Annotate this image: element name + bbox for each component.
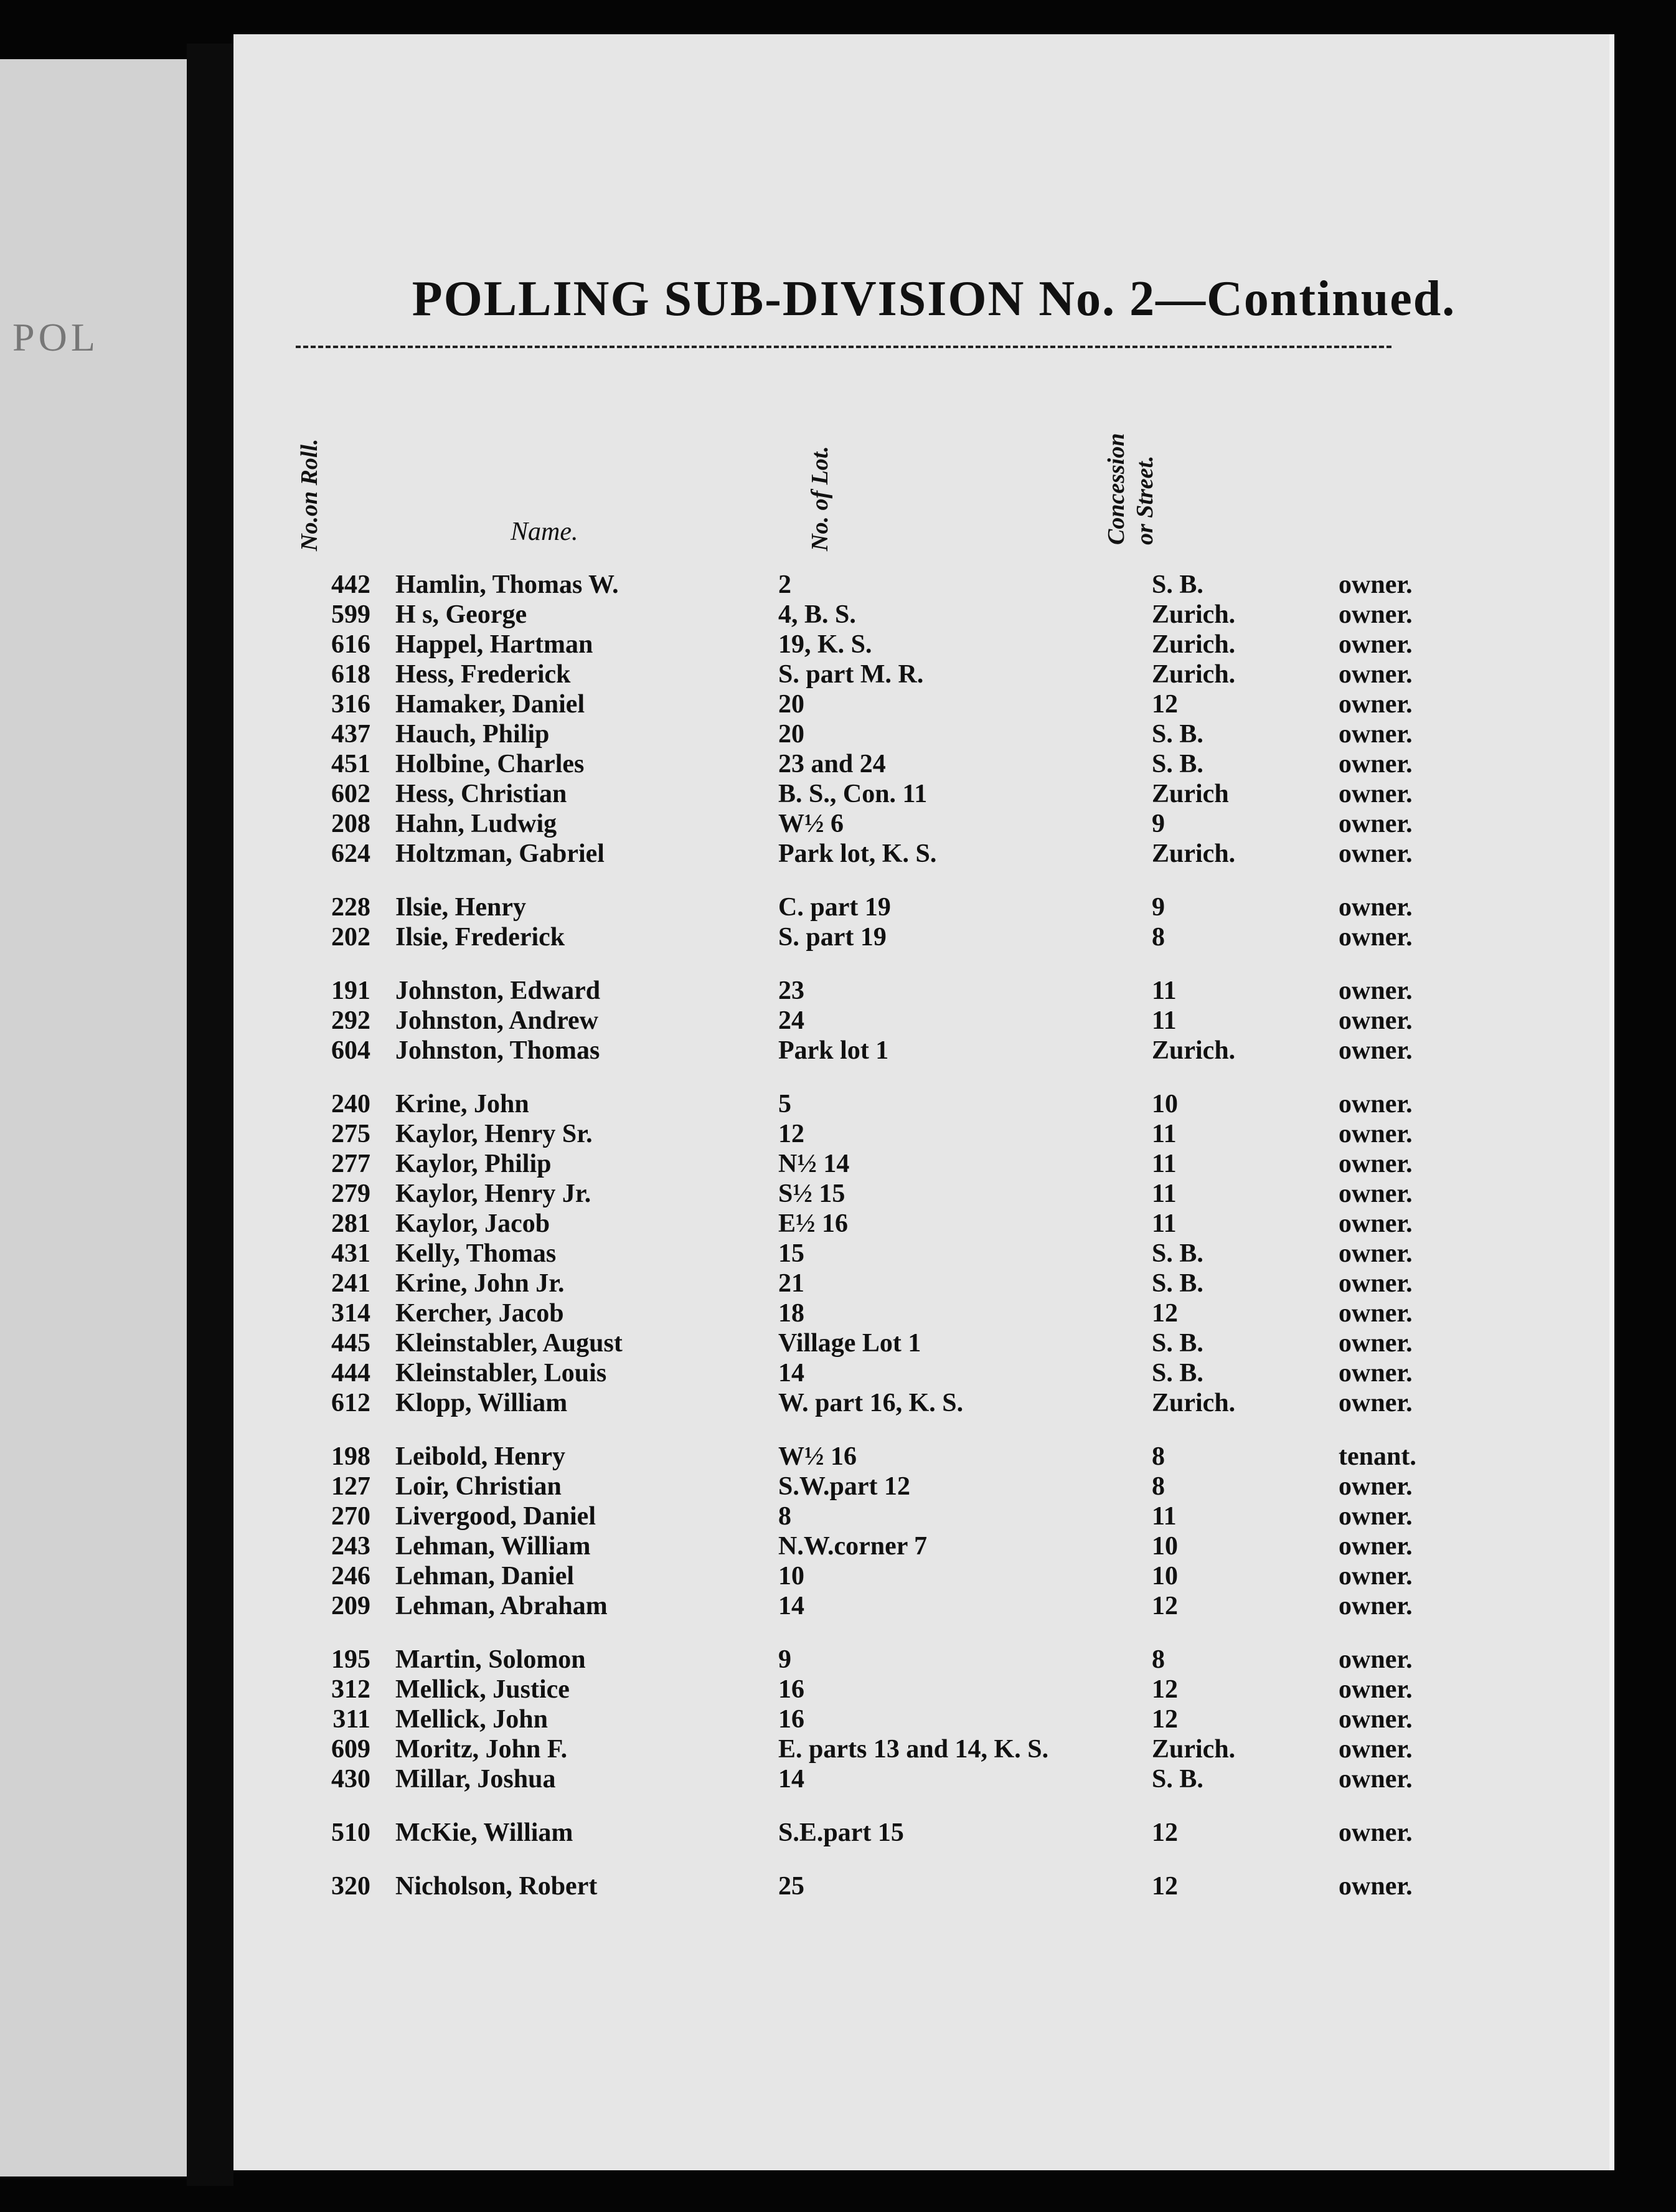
roll-number-cell: 202 xyxy=(331,923,370,952)
concession-cell: 8 xyxy=(1152,923,1165,952)
table-row xyxy=(290,1734,1566,1764)
document-page xyxy=(233,34,1614,2170)
table-row xyxy=(290,779,1566,809)
group-spacer xyxy=(290,1848,1566,1871)
lot-number-cell: 23 and 24 xyxy=(778,750,886,778)
table-row xyxy=(290,839,1566,869)
table-row xyxy=(290,1764,1566,1794)
status-cell: owner. xyxy=(1339,600,1413,629)
voter-name-cell: Ilsie, Frederick xyxy=(395,923,565,952)
concession-cell: S. B. xyxy=(1152,750,1203,778)
voter-name-cell: Johnston, Edward xyxy=(395,976,601,1005)
roll-number-cell: 191 xyxy=(331,976,370,1005)
status-cell: owner. xyxy=(1339,750,1413,778)
table-row xyxy=(290,1531,1566,1561)
lot-number-cell: 14 xyxy=(778,1765,804,1794)
voter-name-cell: Hamlin, Thomas W. xyxy=(395,570,619,599)
concession-cell: S. B. xyxy=(1152,1239,1203,1268)
concession-cell: Zurich. xyxy=(1152,1389,1236,1417)
roll-number-cell: 431 xyxy=(331,1239,370,1268)
voter-name-cell: H s, George xyxy=(395,600,527,629)
lot-number-cell: S.W.part 12 xyxy=(778,1472,910,1501)
voter-name-cell: Hamaker, Daniel xyxy=(395,690,585,719)
roll-number-cell: 624 xyxy=(331,839,370,868)
table-row xyxy=(290,1818,1566,1848)
concession-cell: 11 xyxy=(1152,1120,1177,1148)
lot-number-cell: S. part M. R. xyxy=(778,660,924,689)
table-row xyxy=(290,1871,1566,1901)
status-cell: owner. xyxy=(1339,1705,1413,1734)
concession-cell: 12 xyxy=(1152,1592,1178,1620)
roll-number-cell: 279 xyxy=(331,1179,370,1208)
voter-name-cell: Kaylor, Philip xyxy=(395,1150,552,1178)
concession-cell: 8 xyxy=(1152,1442,1165,1471)
lot-number-cell: 14 xyxy=(778,1592,804,1620)
voter-name-cell: Kleinstabler, Louis xyxy=(395,1359,607,1387)
concession-cell: 10 xyxy=(1152,1562,1178,1590)
lot-number-cell: 25 xyxy=(778,1872,804,1901)
voter-name-cell: Krine, John xyxy=(395,1090,529,1118)
roll-number-cell: 270 xyxy=(331,1502,370,1531)
status-cell: owner. xyxy=(1339,1120,1413,1148)
roll-number-cell: 442 xyxy=(331,570,370,599)
voter-name-cell: Happel, Hartman xyxy=(395,630,593,659)
status-cell: owner. xyxy=(1339,1150,1413,1178)
concession-cell: 12 xyxy=(1152,690,1178,719)
voter-name-cell: Millar, Joshua xyxy=(395,1765,556,1794)
group-spacer xyxy=(290,1794,1566,1818)
concession-cell: 8 xyxy=(1152,1645,1165,1674)
table-row xyxy=(290,1591,1566,1621)
group-spacer xyxy=(290,1418,1566,1442)
lot-number-cell: 9 xyxy=(778,1645,791,1674)
column-header-roll: No.on Roll. xyxy=(296,438,322,551)
voter-name-cell: Hess, Christian xyxy=(395,780,567,808)
concession-cell: S. B. xyxy=(1152,1329,1203,1358)
table-row xyxy=(290,1675,1566,1704)
roll-number-cell: 314 xyxy=(331,1299,370,1328)
roll-number-cell: 445 xyxy=(331,1329,370,1358)
roll-number-cell: 195 xyxy=(331,1645,370,1674)
roll-number-cell: 444 xyxy=(331,1359,370,1387)
table-row xyxy=(290,1239,1566,1269)
roll-number-cell: 277 xyxy=(331,1150,370,1178)
group-spacer xyxy=(290,869,1566,892)
lot-number-cell: 16 xyxy=(778,1675,804,1704)
table-row xyxy=(290,976,1566,1006)
table-row xyxy=(290,922,1566,952)
roll-number-cell: 241 xyxy=(331,1269,370,1298)
lot-number-cell: S.E.part 15 xyxy=(778,1818,904,1847)
status-cell: owner. xyxy=(1339,1675,1413,1704)
lot-number-cell: Village Lot 1 xyxy=(778,1329,921,1358)
concession-cell: Zurich xyxy=(1152,780,1229,808)
concession-cell: Zurich. xyxy=(1152,660,1236,689)
group-spacer xyxy=(290,1621,1566,1645)
concession-cell: 9 xyxy=(1152,893,1165,922)
roll-number-cell: 209 xyxy=(331,1592,370,1620)
voter-name-cell: Martin, Solomon xyxy=(395,1645,586,1674)
status-cell: owner. xyxy=(1339,1532,1413,1561)
roll-number-cell: 451 xyxy=(331,750,370,778)
lot-number-cell: 18 xyxy=(778,1299,804,1328)
lot-number-cell: Park lot 1 xyxy=(778,1036,889,1065)
roll-number-cell: 320 xyxy=(331,1872,370,1901)
roll-number-cell: 430 xyxy=(331,1765,370,1794)
status-cell: owner. xyxy=(1339,1389,1413,1417)
status-cell: owner. xyxy=(1339,1239,1413,1268)
status-cell: owner. xyxy=(1339,923,1413,952)
concession-cell: S. B. xyxy=(1152,1765,1203,1794)
lot-number-cell: N.W.corner 7 xyxy=(778,1532,928,1561)
status-cell: owner. xyxy=(1339,570,1413,599)
roll-number-cell: 437 xyxy=(331,720,370,749)
status-cell: owner. xyxy=(1339,1645,1413,1674)
lot-number-cell: 21 xyxy=(778,1269,804,1298)
group-spacer xyxy=(290,1066,1566,1089)
table-row xyxy=(290,1645,1566,1675)
table-row xyxy=(290,749,1566,779)
lot-number-cell: 5 xyxy=(778,1090,791,1118)
concession-cell: 10 xyxy=(1152,1090,1178,1118)
voter-name-cell: Lehman, Daniel xyxy=(395,1562,575,1590)
column-header-name: Name. xyxy=(511,518,578,546)
voter-name-cell: Ilsie, Henry xyxy=(395,893,526,922)
table-row xyxy=(290,1298,1566,1328)
lot-number-cell: 20 xyxy=(778,690,804,719)
table-row xyxy=(290,1704,1566,1734)
lot-number-cell: 2 xyxy=(778,570,791,599)
concession-cell: S. B. xyxy=(1152,720,1203,749)
table-row xyxy=(290,1119,1566,1149)
voter-name-cell: Moritz, John F. xyxy=(395,1735,568,1764)
column-header-concession-line2: or Street. xyxy=(1132,455,1158,545)
lot-number-cell: 14 xyxy=(778,1359,804,1387)
lot-number-cell: E½ 16 xyxy=(778,1209,849,1238)
roll-number-cell: 316 xyxy=(331,690,370,719)
concession-cell: Zurich. xyxy=(1152,630,1236,659)
concession-cell: Zurich. xyxy=(1152,1735,1236,1764)
concession-cell: 9 xyxy=(1152,810,1165,838)
previous-page-heading-fragment: POL xyxy=(12,315,99,359)
lot-number-cell: W½ 16 xyxy=(778,1442,857,1471)
voter-name-cell: Mellick, Justice xyxy=(395,1675,570,1704)
concession-cell: 11 xyxy=(1152,1209,1177,1238)
table-row xyxy=(290,809,1566,839)
roll-number-cell: 311 xyxy=(332,1705,370,1734)
voter-name-cell: Johnston, Andrew xyxy=(395,1006,598,1035)
lot-number-cell: 15 xyxy=(778,1239,804,1268)
table-row xyxy=(290,570,1566,600)
status-cell: owner. xyxy=(1339,810,1413,838)
voter-name-cell: McKie, William xyxy=(395,1818,573,1847)
concession-cell: 10 xyxy=(1152,1532,1178,1561)
roll-number-cell: 312 xyxy=(331,1675,370,1704)
lot-number-cell: 10 xyxy=(778,1562,804,1590)
status-cell: owner. xyxy=(1339,1209,1413,1238)
group-spacer xyxy=(290,952,1566,976)
table-row xyxy=(290,1149,1566,1179)
table-row xyxy=(290,659,1566,689)
concession-cell: S. B. xyxy=(1152,1359,1203,1387)
lot-number-cell: W½ 6 xyxy=(778,810,844,838)
voter-name-cell: Hauch, Philip xyxy=(395,720,550,749)
concession-cell: Zurich. xyxy=(1152,839,1236,868)
table-row xyxy=(290,892,1566,922)
voter-name-cell: Hahn, Ludwig xyxy=(395,810,557,838)
status-cell: owner. xyxy=(1339,1872,1413,1901)
roll-number-cell: 246 xyxy=(331,1562,370,1590)
concession-cell: 12 xyxy=(1152,1705,1178,1734)
roll-number-cell: 602 xyxy=(331,780,370,808)
table-row xyxy=(290,1269,1566,1298)
voter-name-cell: Kelly, Thomas xyxy=(395,1239,557,1268)
title-divider xyxy=(296,346,1391,348)
column-header-concession-line1: Concession xyxy=(1103,433,1129,545)
roll-number-cell: 292 xyxy=(331,1006,370,1035)
voter-name-cell: Holtzman, Gabriel xyxy=(395,839,605,868)
voter-name-cell: Lehman, Abraham xyxy=(395,1592,608,1620)
status-cell: owner. xyxy=(1339,720,1413,749)
status-cell: owner. xyxy=(1339,780,1413,808)
status-cell: owner. xyxy=(1339,1818,1413,1847)
status-cell: owner. xyxy=(1339,1090,1413,1118)
lot-number-cell: C. part 19 xyxy=(778,893,891,922)
concession-cell: 12 xyxy=(1152,1818,1178,1847)
status-cell: owner. xyxy=(1339,690,1413,719)
roll-number-cell: 208 xyxy=(331,810,370,838)
concession-cell: S. B. xyxy=(1152,570,1203,599)
status-cell: owner. xyxy=(1339,1006,1413,1035)
voter-name-cell: Loir, Christian xyxy=(395,1472,562,1501)
status-cell: owner. xyxy=(1339,1036,1413,1065)
table-row xyxy=(290,1358,1566,1388)
lot-number-cell: B. S., Con. 11 xyxy=(778,780,928,808)
voter-name-cell: Hess, Frederick xyxy=(395,660,571,689)
voters-roll-table xyxy=(290,570,1566,1901)
column-header-concession xyxy=(1102,433,1159,545)
lot-number-cell: 8 xyxy=(778,1502,791,1531)
table-row xyxy=(290,689,1566,719)
status-cell: owner. xyxy=(1339,1765,1413,1794)
lot-number-cell: 4, B. S. xyxy=(778,600,856,629)
voter-name-cell: Lehman, William xyxy=(395,1532,591,1561)
voter-name-cell: Krine, John Jr. xyxy=(395,1269,565,1298)
book-binding-gutter xyxy=(187,44,233,2186)
roll-number-cell: 243 xyxy=(331,1532,370,1561)
roll-number-cell: 275 xyxy=(331,1120,370,1148)
lot-number-cell: 12 xyxy=(778,1120,804,1148)
table-row xyxy=(290,600,1566,630)
lot-number-cell: W. part 16, K. S. xyxy=(778,1389,964,1417)
voter-name-cell: Holbine, Charles xyxy=(395,750,585,778)
lot-number-cell: Park lot, K. S. xyxy=(778,839,937,868)
status-cell: owner. xyxy=(1339,976,1413,1005)
status-cell: owner. xyxy=(1339,1735,1413,1764)
concession-cell: 11 xyxy=(1152,1502,1177,1531)
status-cell: owner. xyxy=(1339,893,1413,922)
status-cell: owner. xyxy=(1339,1179,1413,1208)
lot-number-cell: N½ 14 xyxy=(778,1150,850,1178)
table-row xyxy=(290,1561,1566,1591)
table-row xyxy=(290,1089,1566,1119)
lot-number-cell: S½ 15 xyxy=(778,1179,845,1208)
concession-cell: Zurich. xyxy=(1152,1036,1236,1065)
roll-number-cell: 127 xyxy=(331,1472,370,1501)
lot-number-cell: 16 xyxy=(778,1705,804,1734)
status-cell: owner. xyxy=(1339,1562,1413,1590)
table-row xyxy=(290,1501,1566,1531)
concession-cell: 11 xyxy=(1152,1150,1177,1178)
concession-cell: 11 xyxy=(1152,976,1177,1005)
voter-name-cell: Kaylor, Jacob xyxy=(395,1209,550,1238)
roll-number-cell: 228 xyxy=(331,893,370,922)
voter-name-cell: Livergood, Daniel xyxy=(395,1502,596,1531)
page-title: POLLING SUB-DIVISION No. 2—Continued. xyxy=(412,272,1456,326)
roll-number-cell: 599 xyxy=(331,600,370,629)
concession-cell: Zurich. xyxy=(1152,600,1236,629)
concession-cell: S. B. xyxy=(1152,1269,1203,1298)
status-cell: owner. xyxy=(1339,1329,1413,1358)
table-row xyxy=(290,1179,1566,1209)
voter-name-cell: Kleinstabler, August xyxy=(395,1329,623,1358)
roll-number-cell: 609 xyxy=(331,1735,370,1764)
roll-number-cell: 604 xyxy=(331,1036,370,1065)
voter-name-cell: Mellick, John xyxy=(395,1705,548,1734)
lot-number-cell: S. part 19 xyxy=(778,923,887,952)
roll-number-cell: 281 xyxy=(331,1209,370,1238)
table-row xyxy=(290,1328,1566,1358)
roll-number-cell: 198 xyxy=(331,1442,370,1471)
table-row xyxy=(290,719,1566,749)
concession-cell: 12 xyxy=(1152,1675,1178,1704)
roll-number-cell: 618 xyxy=(331,660,370,689)
status-cell: owner. xyxy=(1339,660,1413,689)
roll-number-cell: 240 xyxy=(331,1090,370,1118)
voter-name-cell: Kaylor, Henry Jr. xyxy=(395,1179,591,1208)
table-row xyxy=(290,1006,1566,1036)
voter-name-cell: Kaylor, Henry Sr. xyxy=(395,1120,593,1148)
table-row xyxy=(290,1388,1566,1418)
concession-cell: 12 xyxy=(1152,1299,1178,1328)
lot-number-cell: 19, K. S. xyxy=(778,630,872,659)
status-cell: owner. xyxy=(1339,1269,1413,1298)
table-row xyxy=(290,1036,1566,1066)
table-row xyxy=(290,630,1566,659)
roll-number-cell: 616 xyxy=(331,630,370,659)
concession-cell: 11 xyxy=(1152,1179,1177,1208)
roll-number-cell: 510 xyxy=(331,1818,370,1847)
status-cell: owner. xyxy=(1339,1472,1413,1501)
table-row xyxy=(290,1472,1566,1501)
status-cell: owner. xyxy=(1339,1299,1413,1328)
status-cell: owner. xyxy=(1339,1502,1413,1531)
voter-name-cell: Johnston, Thomas xyxy=(395,1036,600,1065)
table-row xyxy=(290,1442,1566,1472)
concession-cell: 11 xyxy=(1152,1006,1177,1035)
roll-number-cell: 612 xyxy=(331,1389,370,1417)
status-cell: owner. xyxy=(1339,630,1413,659)
lot-number-cell: 23 xyxy=(778,976,804,1005)
voter-name-cell: Kercher, Jacob xyxy=(395,1299,564,1328)
lot-number-cell: 24 xyxy=(778,1006,804,1035)
status-cell: owner. xyxy=(1339,1592,1413,1620)
lot-number-cell: E. parts 13 and 14, K. S. xyxy=(778,1735,1049,1764)
voter-name-cell: Nicholson, Robert xyxy=(395,1872,598,1901)
voter-name-cell: Klopp, William xyxy=(395,1389,568,1417)
voter-name-cell: Leibold, Henry xyxy=(395,1442,566,1471)
lot-number-cell: 20 xyxy=(778,720,804,749)
concession-cell: 12 xyxy=(1152,1872,1178,1901)
previous-page-edge xyxy=(0,59,191,2177)
concession-cell: 8 xyxy=(1152,1472,1165,1501)
status-cell: owner. xyxy=(1339,1359,1413,1387)
column-header-lot: No. of Lot. xyxy=(807,446,833,551)
status-cell: owner. xyxy=(1339,839,1413,868)
status-cell: tenant. xyxy=(1339,1442,1416,1471)
table-row xyxy=(290,1209,1566,1239)
